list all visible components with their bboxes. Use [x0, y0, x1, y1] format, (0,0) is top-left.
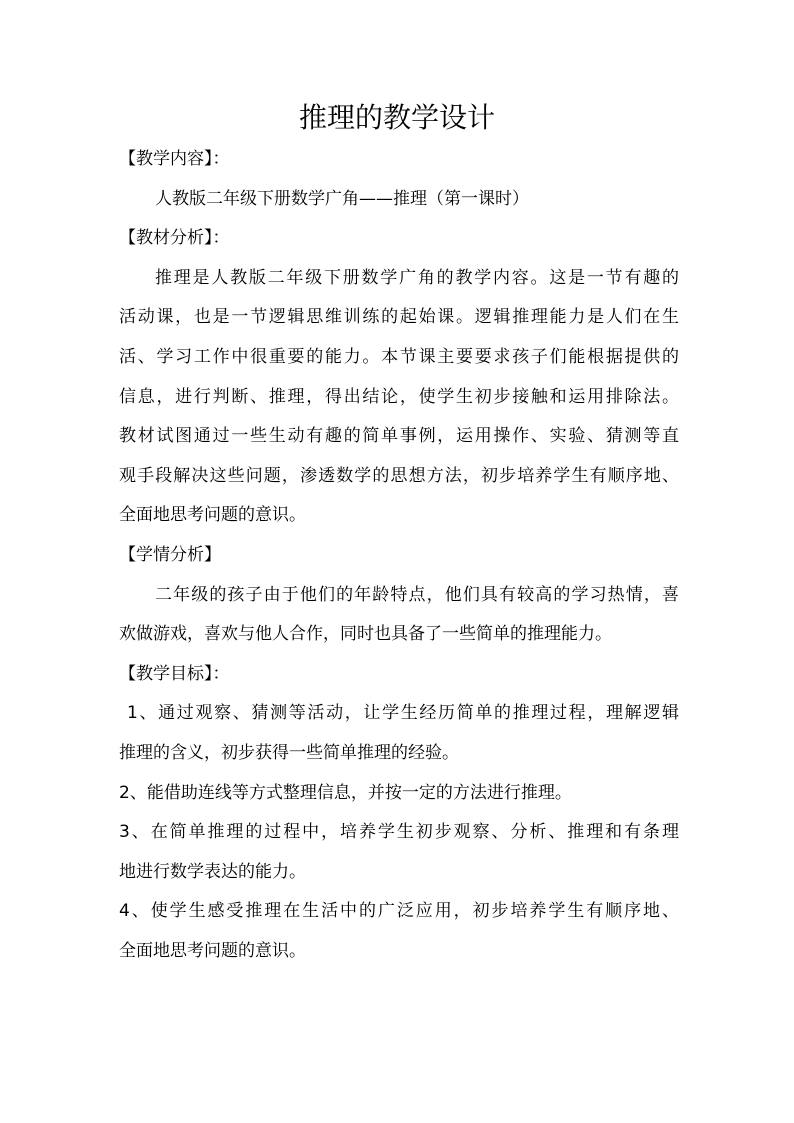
content-text: 人教版二年级下册数学广角——推理（第一课时） — [155, 188, 529, 209]
analysis-line: 全面地思考问题的意识。 — [119, 505, 306, 526]
student-line: 欢做游戏，喜欢与他人合作，同时也具备了一些简单的推理能力。 — [119, 624, 612, 645]
analysis-line: 推理是人教版二年级下册数学广角的教学内容。这是一节有趣的 — [155, 267, 679, 288]
student-line: 二年级的孩子由于他们的年龄特点，他们具有较高的学习热情，喜 — [155, 584, 679, 605]
document-title: 推理的教学设计 — [298, 101, 495, 134]
section-heading-student: 【学情分析】 — [119, 544, 221, 565]
analysis-line: 信息，进行判断、推理，得出结论，使学生初步接触和运用排除法。 — [119, 386, 679, 407]
section-heading-content: 【教学内容】： — [119, 149, 230, 169]
section-heading-goals: 【教学目标】： — [119, 663, 230, 684]
analysis-line: 观手段解决这些问题，渗透数学的思想方法，初步培养学生有顺序地、 — [119, 465, 679, 486]
goal-line: 3、在简单推理的过程中，培养学生初步观察、分析、推理和有条理 — [119, 822, 679, 843]
document-body — [119, 148, 679, 979]
section-heading-analysis: 【教材分析】： — [119, 228, 230, 249]
goal-line: 2、能借助连线等方式整理信息，并按一定的方法进行推理。 — [119, 782, 572, 803]
analysis-line: 教材试图通过一些生动有趣的简单事例，运用操作、实验、猜测等直 — [119, 426, 679, 447]
goal-line: 地进行数学表达的能力。 — [119, 861, 306, 882]
goal-line: 1、通过观察、猜测等活动，让学生经历简单的推理过程，理解逻辑 — [127, 703, 679, 724]
goal-line: 全面地思考问题的意识。 — [119, 940, 306, 961]
analysis-line: 活、学习工作中很重要的能力。本节课主要要求孩子们能根据提供的 — [119, 346, 679, 367]
goal-line: 推理的含义，初步获得一些简单推理的经验。 — [119, 742, 459, 763]
analysis-line: 活动课，也是一节逻辑思维训练的起始课。逻辑推理能力是人们在生 — [119, 307, 679, 328]
goal-line: 4、使学生感受推理在生活中的广泛应用，初步培养学生有顺序地、 — [119, 901, 679, 922]
